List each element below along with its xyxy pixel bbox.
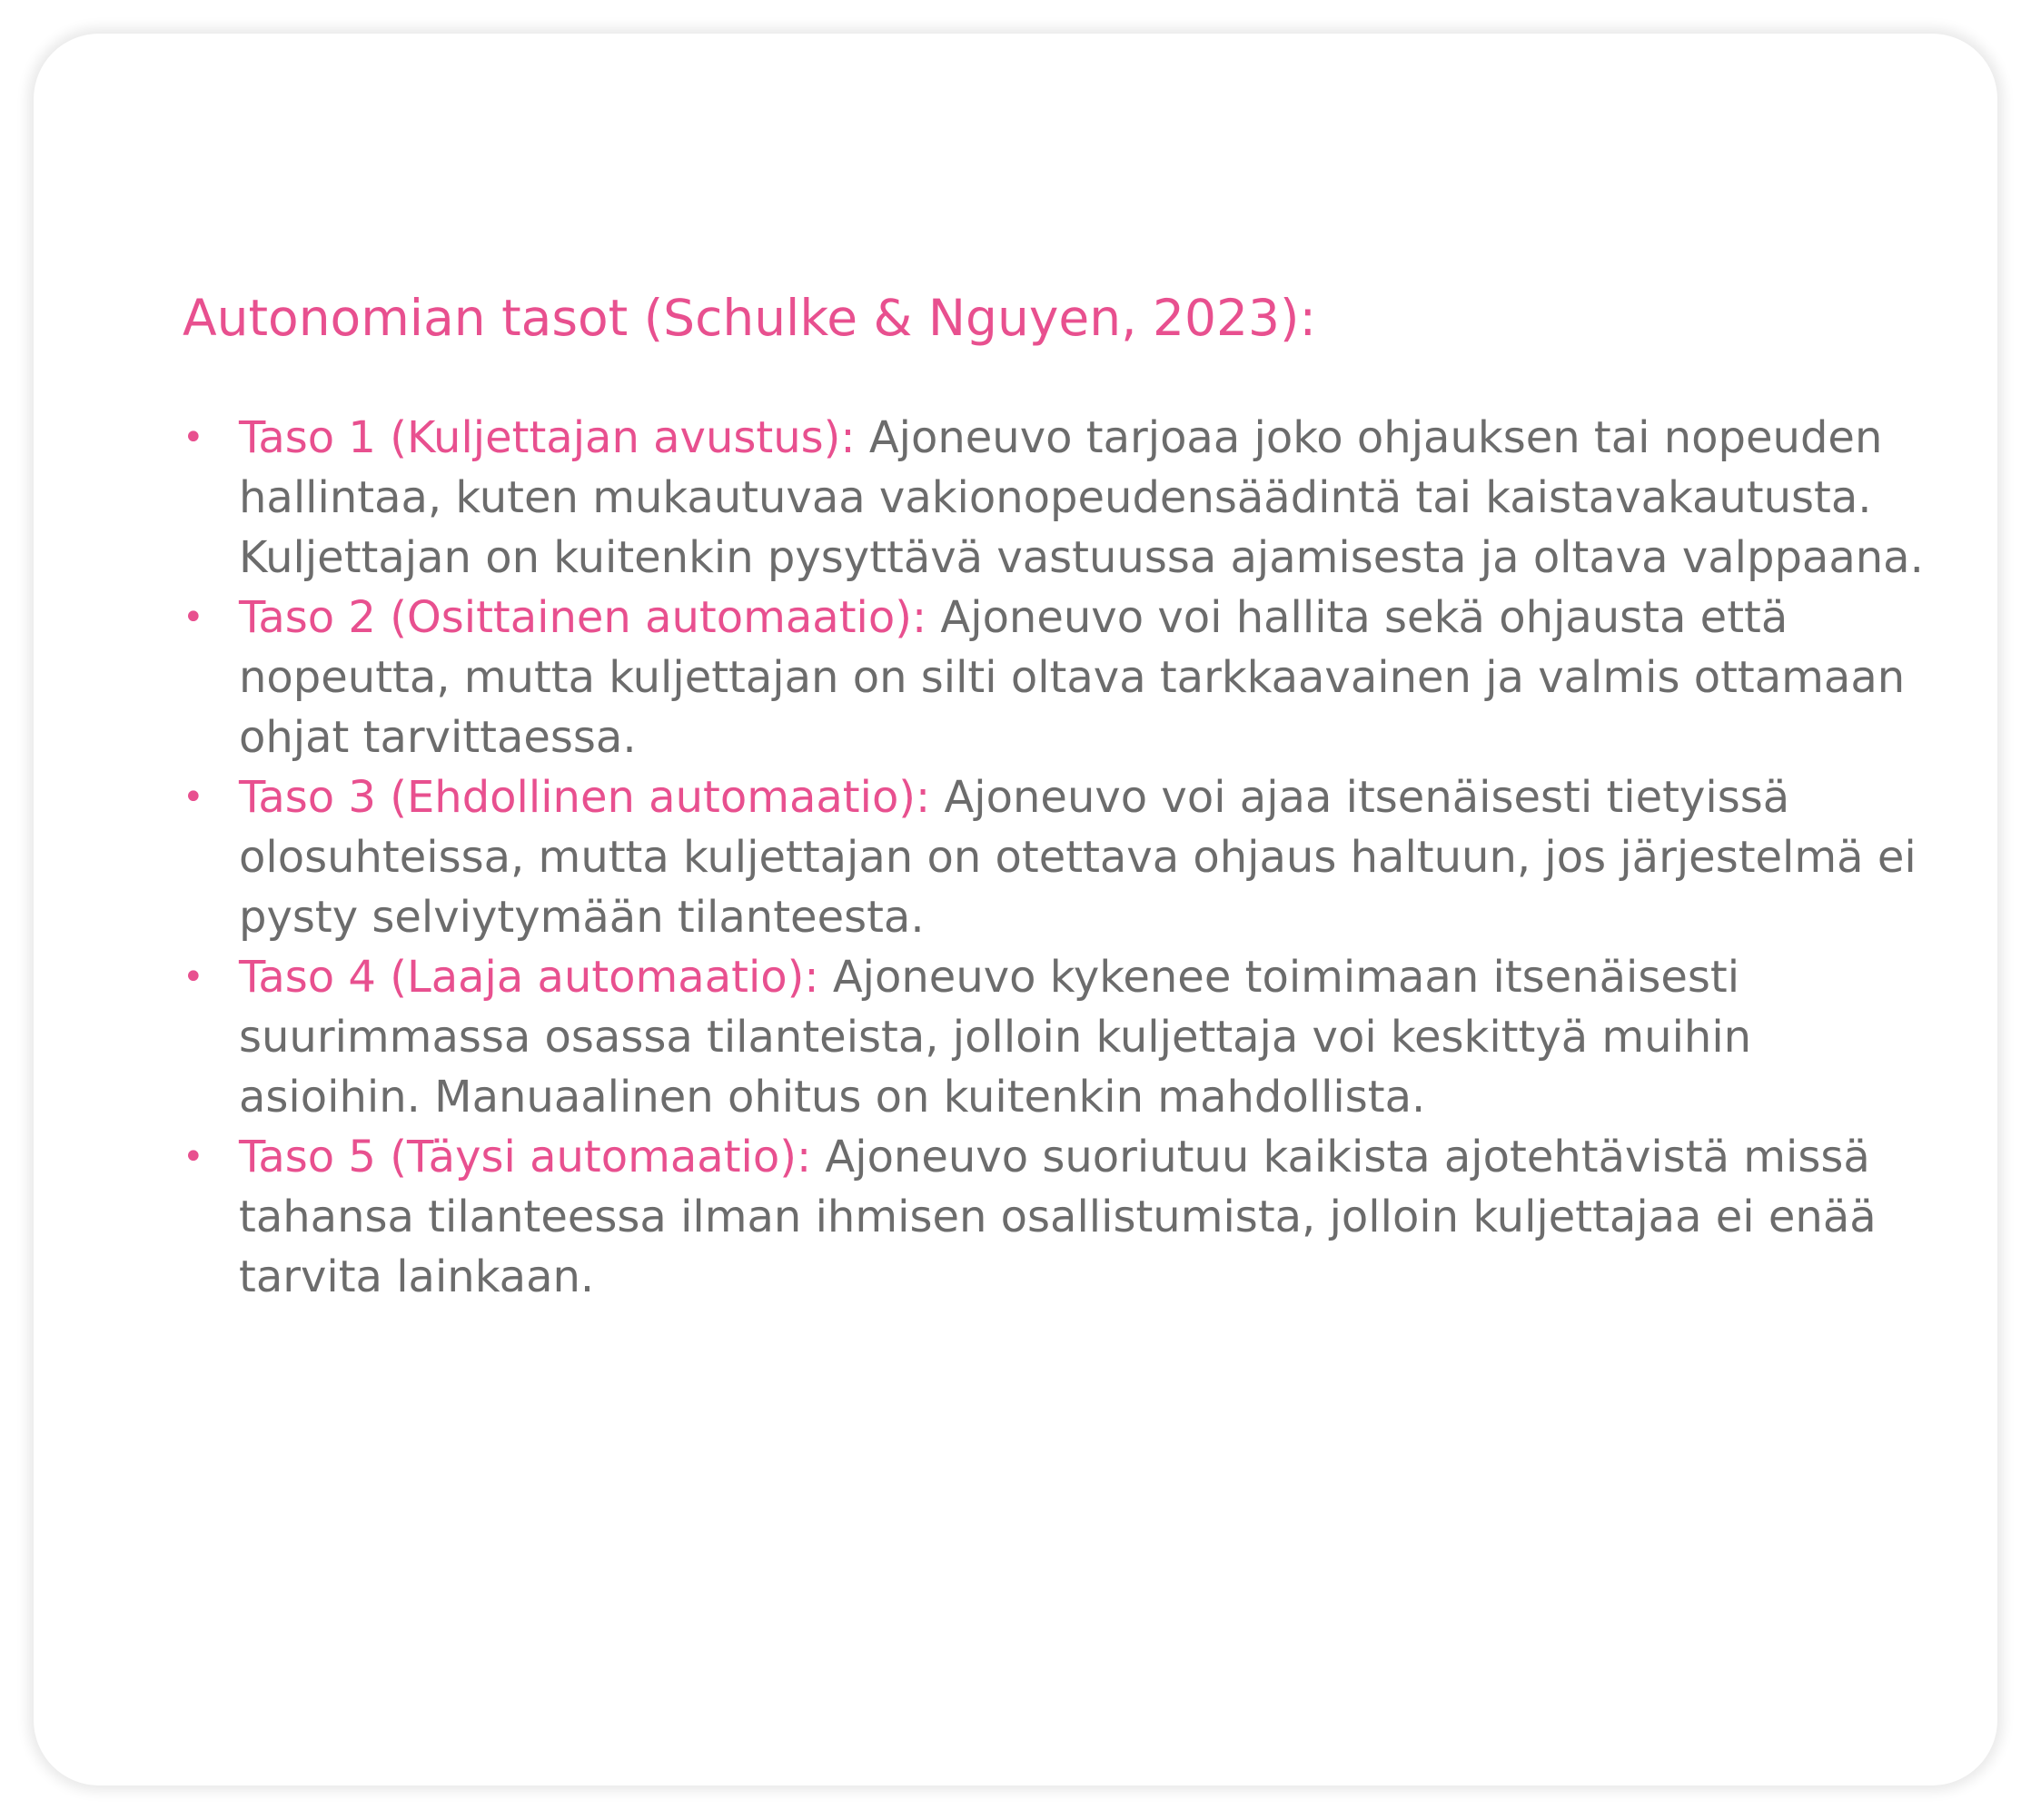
bullet-icon: • xyxy=(183,417,204,459)
list-item-level-4 xyxy=(183,947,1927,1127)
level-description: Ajoneuvo voi ajaa itsenäisesti tietyissä olosuhteissa, mutta kuljettajan on otettava ohjaus haltuun, jos järjestelmä ei pysty selviytymään tilanteesta. xyxy=(239,772,1917,943)
bullet-icon: • xyxy=(183,1136,204,1178)
level-label: Taso 1 (Kuljettajan avustus): xyxy=(239,412,856,463)
card-title: Autonomian tasot (Schulke & Nguyen, 2023): xyxy=(183,289,1317,347)
level-description: Ajoneuvo kykenee toimimaan itsenäisesti suurimmassa osassa tilanteista, jolloin kuljettaja voi keskittyä muihin asioihin. Manuaalinen ohitus on kuitenkin mahdollista. xyxy=(239,952,1752,1123)
level-label: Taso 2 (Osittainen automaatio): xyxy=(239,592,927,643)
level-description: Ajoneuvo tarjoaa joko ohjauksen tai nopeuden hallintaa, kuten mukautuvaa vakionopeudensäädintä tai kaistavakautusta. Kuljettajan on kuitenkin pysyttävä vastuussa ajamisesta ja oltava valppaana. xyxy=(239,412,1924,583)
bullet-icon: • xyxy=(183,956,204,998)
level-label: Taso 3 (Ehdollinen automaatio): xyxy=(239,772,931,823)
content-card xyxy=(34,34,1997,1785)
autonomy-level-list xyxy=(183,408,1927,1307)
level-description: Ajoneuvo voi hallita sekä ohjausta että nopeutta, mutta kuljettajan on silti oltava tarkkaavainen ja valmis ottamaan ohjat tarvittaessa. xyxy=(239,592,1906,763)
list-item-level-5 xyxy=(183,1127,1927,1307)
level-description: Ajoneuvo suoriutuu kaikista ajotehtävistä missä tahansa tilanteessa ilman ihmisen osallistumista, jolloin kuljettajaa ei enää tarvita lainkaan. xyxy=(239,1132,1877,1302)
list-item-level-1 xyxy=(183,408,1927,588)
level-label: Taso 5 (Täysi automaatio): xyxy=(239,1132,812,1182)
bullet-icon: • xyxy=(183,597,204,638)
bullet-icon: • xyxy=(183,776,204,818)
list-item-level-3 xyxy=(183,767,1927,947)
level-label: Taso 4 (Laaja automaatio): xyxy=(239,952,819,1003)
list-item-level-2 xyxy=(183,588,1927,767)
